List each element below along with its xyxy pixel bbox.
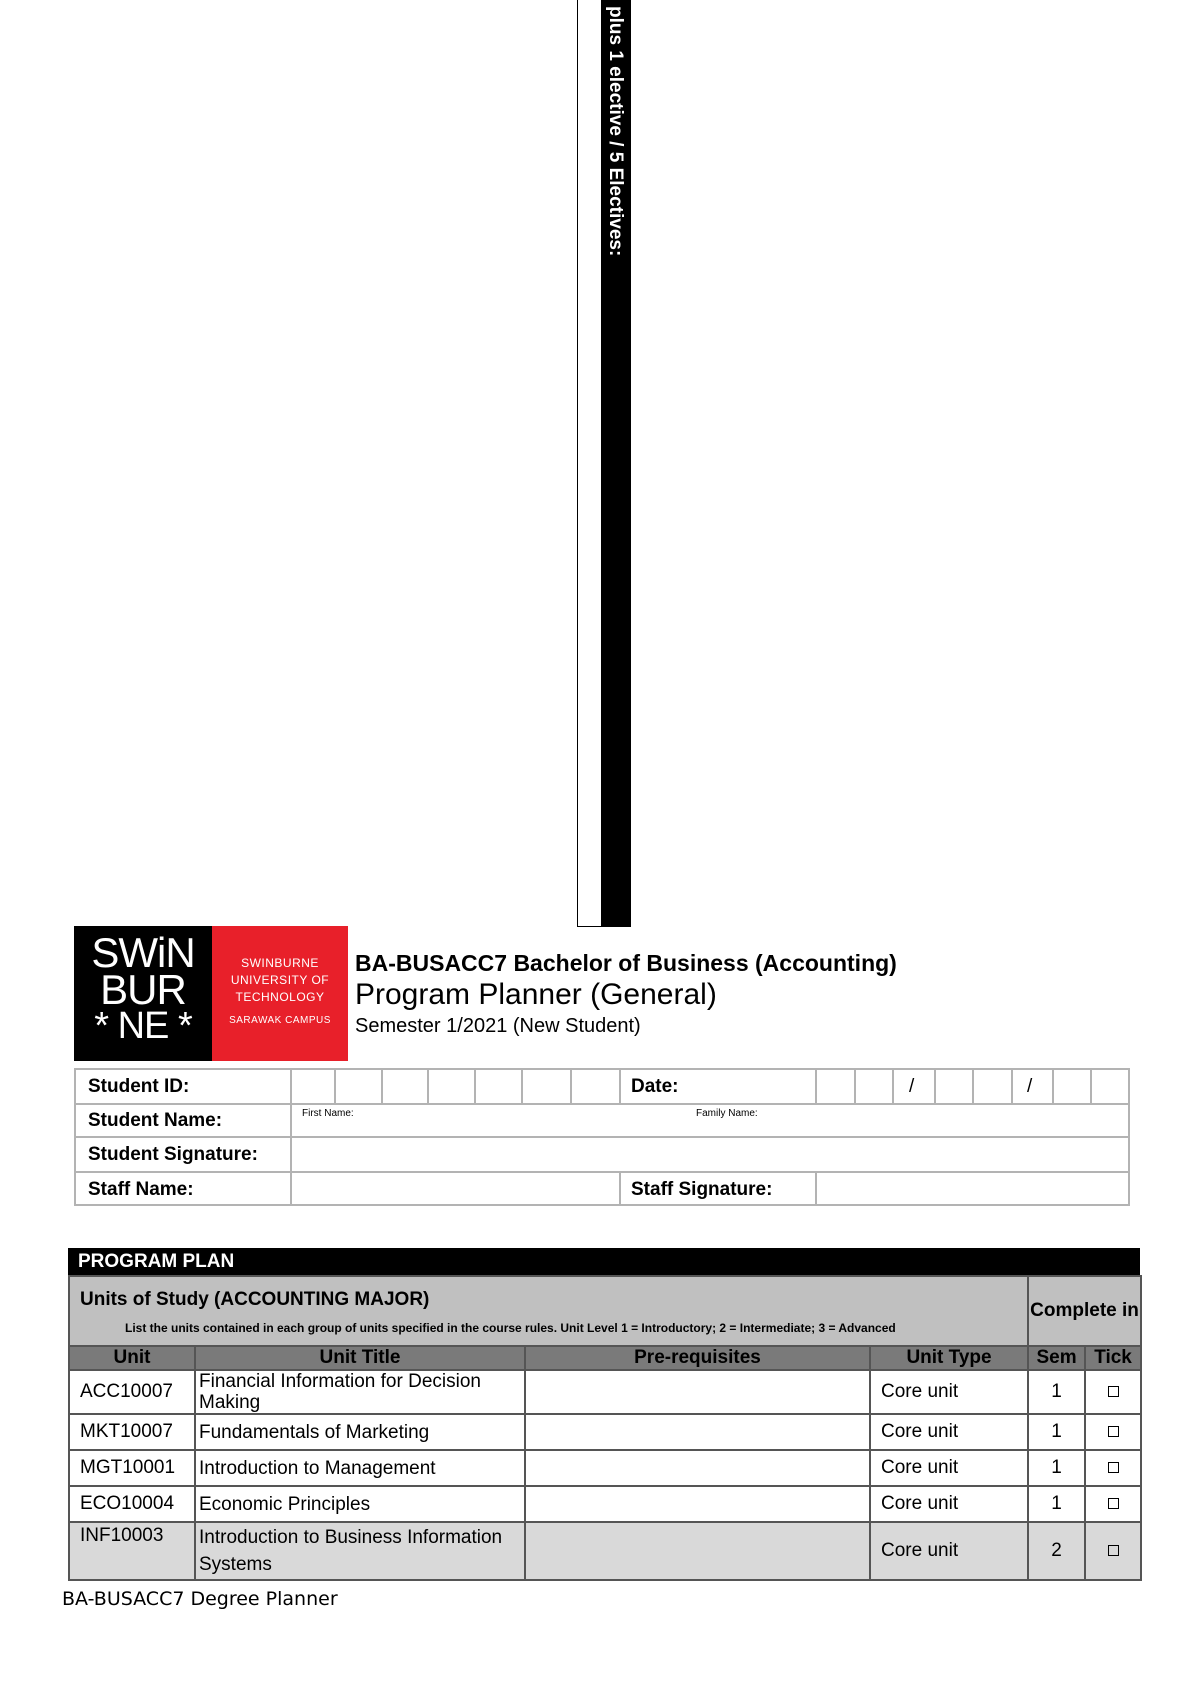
page-footer: BA-BUSACC7 Degree Planner — [62, 1588, 338, 1610]
unit-code: INF10003 — [69, 1522, 195, 1580]
logo-campus: SARAWAK CAMPUS — [229, 1015, 331, 1026]
unit-title: Economic Principles — [195, 1486, 525, 1522]
date-separator-1: / — [909, 1076, 915, 1097]
swinburne-logo-text — [212, 926, 348, 1061]
unit-prerequisites — [525, 1450, 870, 1486]
staff-name-label: Staff Name: — [88, 1179, 194, 1200]
tick-checkbox[interactable] — [1108, 1426, 1119, 1437]
semester-label: Semester 1/2021 (New Student) — [355, 1015, 641, 1037]
table-row — [69, 1522, 1141, 1580]
planner-title: Program Planner (General) — [355, 978, 717, 1011]
col-unit-title: Unit Title — [195, 1346, 525, 1370]
unit-prerequisites — [525, 1414, 870, 1450]
unit-code: MGT10001 — [69, 1450, 195, 1486]
unit-sem: 1 — [1028, 1370, 1085, 1414]
unit-prerequisites — [525, 1486, 870, 1522]
student-id-label: Student ID: — [88, 1076, 190, 1097]
tick-checkbox[interactable] — [1108, 1498, 1119, 1509]
unit-prerequisites — [525, 1522, 870, 1580]
unit-type: Core unit — [870, 1522, 1028, 1580]
table-row — [69, 1414, 1141, 1450]
student-name-label: Student Name: — [88, 1110, 223, 1131]
unit-title: Financial Information for Decision Making — [195, 1370, 525, 1414]
units-of-study-title: Units of Study (ACCOUNTING MAJOR) — [80, 1289, 430, 1310]
logo-mark-line-3: * NE * — [94, 1005, 192, 1047]
date-separator-2: / — [1027, 1076, 1033, 1097]
col-sem: Sem — [1028, 1346, 1085, 1370]
col-prerequisites: Pre-requisites — [525, 1346, 870, 1370]
program-plan-heading: PROGRAM PLAN — [68, 1248, 1140, 1275]
student-signature-label: Student Signature: — [88, 1144, 258, 1165]
logo-mark-line-2: BUR — [100, 966, 186, 1013]
unit-sem: 1 — [1028, 1486, 1085, 1522]
tick-checkbox[interactable] — [1108, 1462, 1119, 1473]
unit-prerequisites — [525, 1370, 870, 1414]
unit-code: MKT10007 — [69, 1414, 195, 1450]
unit-type: Core unit — [870, 1486, 1028, 1522]
student-info-form — [74, 1068, 1130, 1206]
unit-title: Fundamentals of Marketing — [195, 1414, 525, 1450]
program-plan-table — [68, 1275, 1142, 1581]
unit-type: Core unit — [870, 1450, 1028, 1486]
logo-name-line-2: UNIVERSITY OF — [230, 973, 330, 987]
logo-name-line-1: SWINBURNE — [241, 956, 319, 970]
family-name-label: Family Name: — [696, 1108, 758, 1119]
swinburne-logo-mark — [74, 926, 212, 1061]
col-unit: Unit — [69, 1346, 195, 1370]
complete-in-header: Complete in — [1028, 1276, 1141, 1346]
table-row — [69, 1450, 1141, 1486]
table-row — [69, 1370, 1141, 1414]
unit-title: Introduction to Business Information Systems — [195, 1522, 525, 1580]
unit-sem: 2 — [1028, 1522, 1085, 1580]
unit-sem: 1 — [1028, 1414, 1085, 1450]
unit-code: ECO10004 — [69, 1486, 195, 1522]
program-code-title: BA-BUSACC7 Bachelor of Business (Accounting) — [355, 950, 897, 976]
logo-name-line-3: TECHNOLOGY — [235, 990, 325, 1004]
date-label: Date: — [631, 1076, 679, 1097]
units-of-study-subtitle: List the units contained in each group of units specified in the course rules. Unit Level 1 = Introductory; 2 = Intermediate; 3 = Advanced — [125, 1321, 896, 1335]
col-unit-type: Unit Type — [870, 1346, 1028, 1370]
tick-checkbox[interactable] — [1108, 1545, 1119, 1556]
unit-sem: 1 — [1028, 1450, 1085, 1486]
table-row — [69, 1486, 1141, 1522]
vertical-banner-text: plus 1 elective / 5 Electives: — [605, 6, 626, 257]
tick-checkbox[interactable] — [1108, 1386, 1119, 1397]
logo-mark-line-1: SWiN — [91, 929, 195, 976]
unit-type: Core unit — [870, 1370, 1028, 1414]
first-name-label: First Name: — [302, 1108, 354, 1119]
unit-code: ACC10007 — [69, 1370, 195, 1414]
unit-type: Core unit — [870, 1414, 1028, 1450]
col-tick: Tick — [1085, 1346, 1141, 1370]
staff-signature-label: Staff Signature: — [631, 1179, 773, 1200]
unit-title: Introduction to Management — [195, 1450, 525, 1486]
